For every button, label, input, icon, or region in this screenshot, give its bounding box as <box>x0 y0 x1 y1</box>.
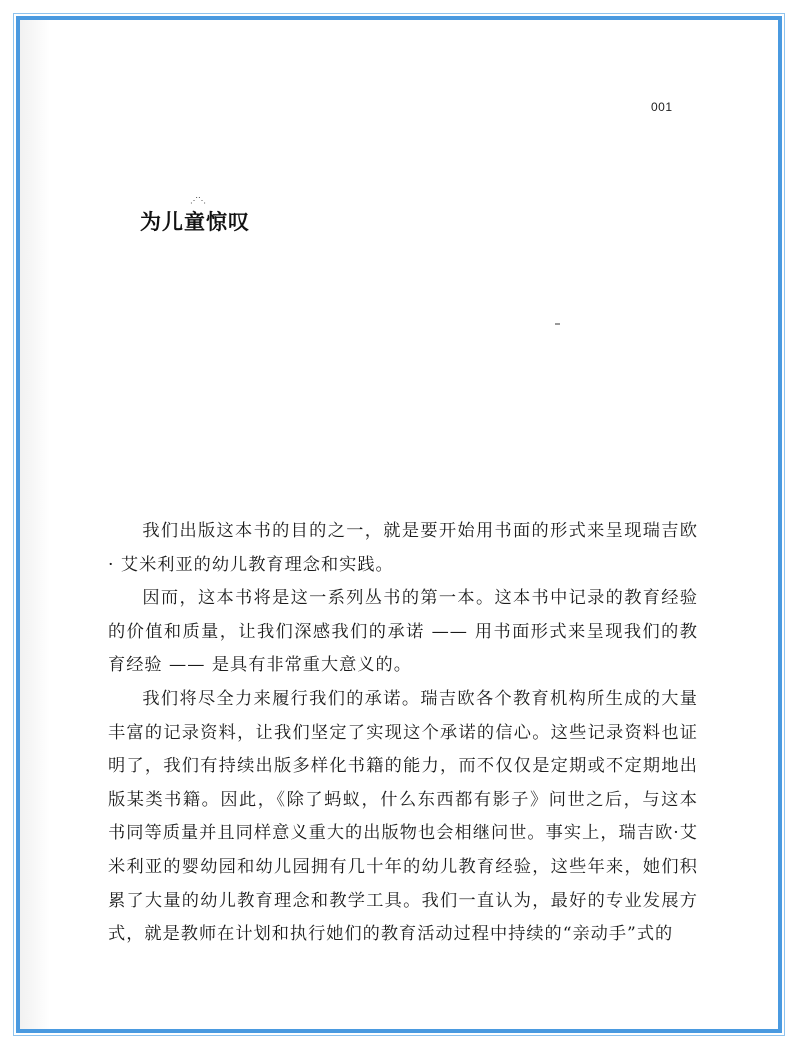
chapter-title: 为儿童惊叹 <box>140 210 250 234</box>
page-number: 001 <box>651 100 673 114</box>
scan-speck <box>555 323 560 325</box>
body-text <box>108 515 698 952</box>
paragraph-3: 我们将尽全力来履行我们的承诺。瑞吉欧各个教育机构所生成的大量丰富的记录资料，让我们坚定了实现这个承诺的信心。这些记录资料也证明了，我们有持续出版多样化书籍的能力，而不仅仅是定期或不定期地出版某类书籍。因此，《除了蚂蚁，什么东西都有影子》问世之后，与这本书同等质量并且同样意义重大的出版物也会相继问世。事实上，瑞吉欧·艾米利亚的婴幼园和幼儿园拥有几十年的幼儿教育经验，这些年来，她们积累了大量的幼儿教育理念和教学工具。我们一直认为，最好的专业发展方式，就是教师在计划和执行她们的教育活动过程中持续的“亲动手”式的 <box>108 688 698 945</box>
paragraph-1: 我们出版这本书的目的之一，就是要开始用书面的形式来呈现瑞吉欧 · 艾米利亚的幼儿教育理念和实践。 <box>108 521 698 575</box>
paragraph-2: 因而，这本书将是这一系列丛书的第一本。这本书中记录的教育经验的价值和质量，让我们深感我们的承诺 —— 用书面形式来呈现我们的教育经验 —— 是具有非常重大意义的。 <box>108 588 698 676</box>
ant-doodle-icon: ⋰⋱ <box>190 196 206 205</box>
